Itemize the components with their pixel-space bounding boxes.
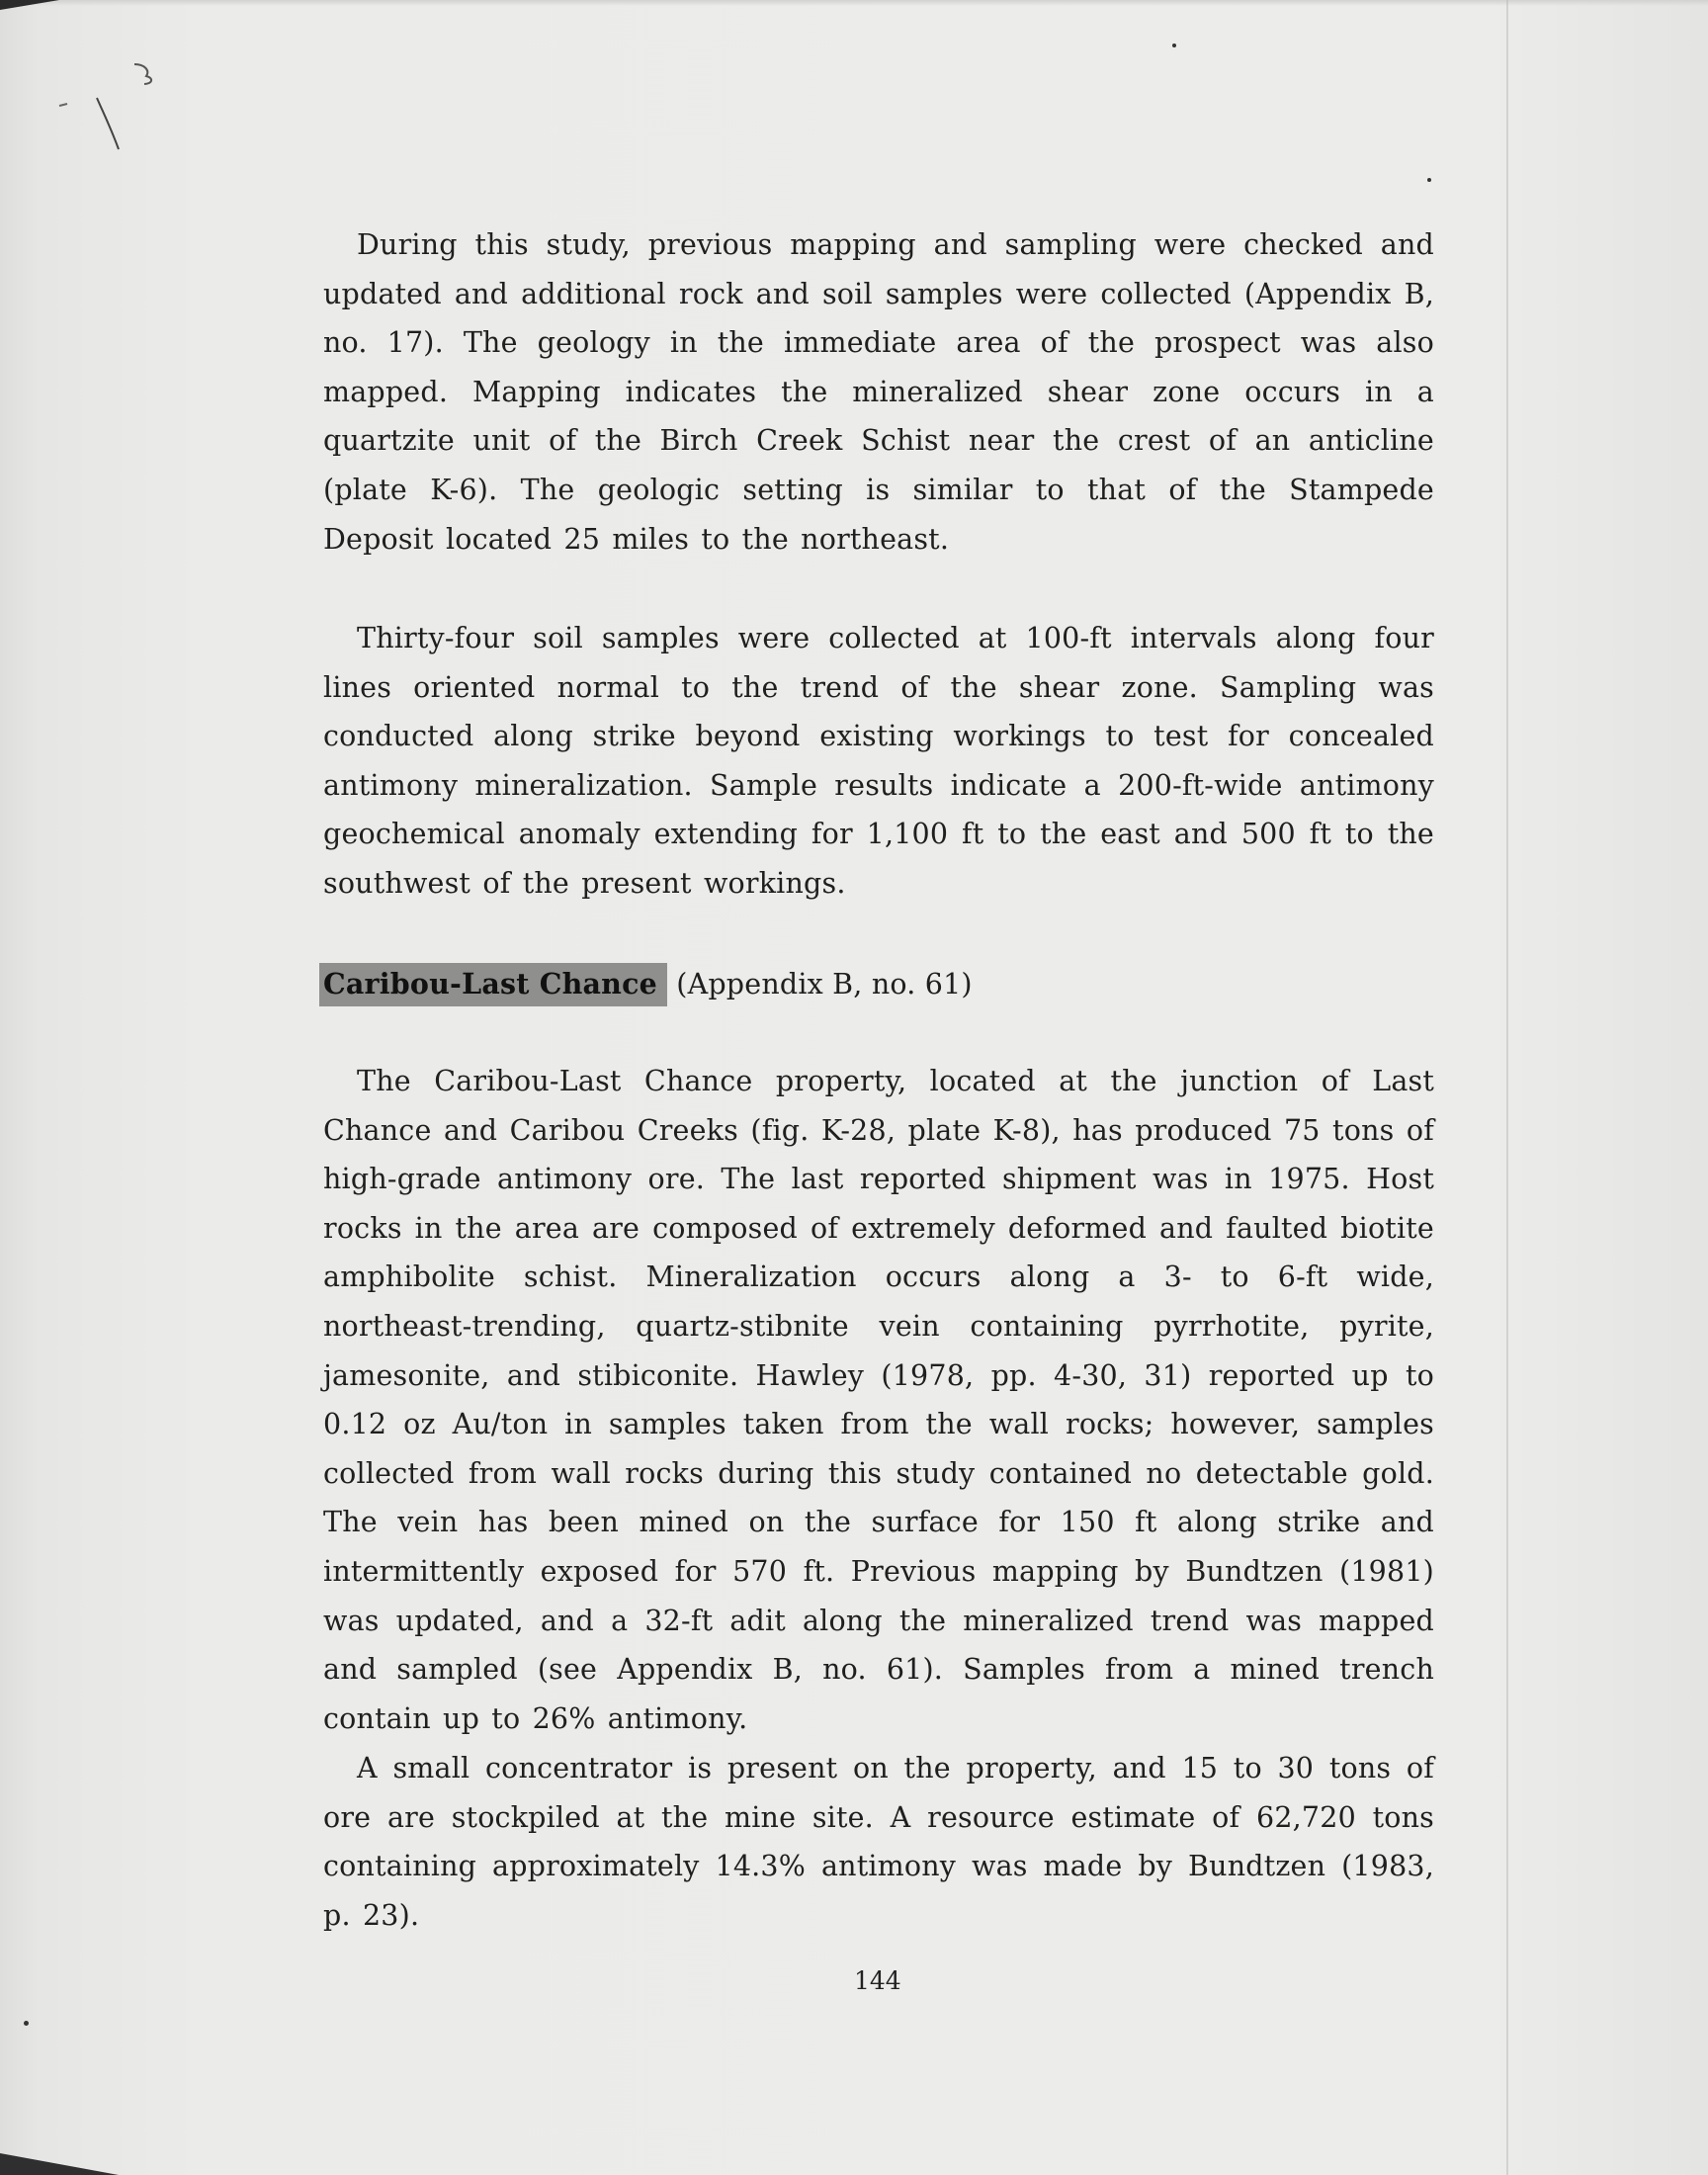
paragraph-text: Thirty-four soil samples were collected at 100-ft intervals along four lines oriented normal to the trend of the shear zone. Sampling was conducted along strike beyond existing workings to test for concealed antimony mineralization. Sample results indicate a 200-ft-wide antimony geochemical anomaly extending for 1,100 ft to the east and 500 ft to the southwest of the present workings. — [323, 622, 1434, 900]
paragraph-soil-samples — [323, 614, 1434, 909]
speck-left-margin — [24, 2021, 29, 2026]
paragraph-text: The Caribou-Last Chance property, located at the junction of Last Chance and Caribou Creeks (fig. K-28, plate K-8), has produced 75 tons of high-grade antimony ore. The last reported shipment was in 1975. Host rocks in the area are composed of extremely deformed and faulted biotite amphibolite schist. Mineralization occurs along a 3- to 6-ft wide, northeast-trending, quartz-stibnite vein containing pyrrhotite, pyrite, jamesonite, and stibiconite. Hawley (1978, pp. 4-30, 31) reported up to 0.12 oz Au/ton in samples taken from the wall rocks; however, samples collected from wall rocks during this study contained no detectable gold. The vein has been mined on the surface for 150 ft along strike and intermittently exposed for 570 ft. Previous mapping by Bundtzen (1981) was updated, and a 32-ft adit along the mineralized trend was mapped and sampled (see Appendix B, no. 61). Samples from a mined trench contain up to 26% antimony. — [323, 1065, 1434, 1735]
speck-top — [1172, 44, 1176, 47]
heading-reference: (Appendix B, no. 61) — [676, 968, 973, 1000]
scan-fold-line — [1506, 0, 1508, 2175]
scan-top-edge — [0, 0, 1708, 6]
section-heading — [323, 959, 973, 1009]
paragraph-text: A small concentrator is present on the property, and 15 to 30 tons of ore are stockpiled at the mine site. A resource estimate of 62,720 tons containing approximately 14.3% antimony was made by Bundtzen (1983, p. 23). — [323, 1752, 1434, 1932]
page-number: 144 — [854, 1966, 901, 1995]
speck-right — [1427, 178, 1431, 182]
pencil-mark-icon — [49, 54, 168, 163]
paragraph-caribou-property — [323, 1057, 1434, 1743]
paragraph-concentrator — [323, 1744, 1434, 1940]
paragraph-text: During this study, previous mapping and sampling were checked and updated and additional rock and soil samples were collected (Appendix B, no. 17). The geology in the immediate area of the prospect was also mapped. Mapping indicates the mineralized shear zone occurs in a quartzite unit of the Birch Creek Schist near the crest of an anticline (plate K-6). The geologic setting is similar to that of the Stampede Deposit located 25 miles to the northeast. — [323, 228, 1434, 556]
highlighted-heading-title: Caribou-Last Chance — [319, 963, 667, 1006]
scan-corner-shadow-bottom — [0, 2153, 119, 2175]
paragraph-previous-mapping — [323, 220, 1434, 564]
